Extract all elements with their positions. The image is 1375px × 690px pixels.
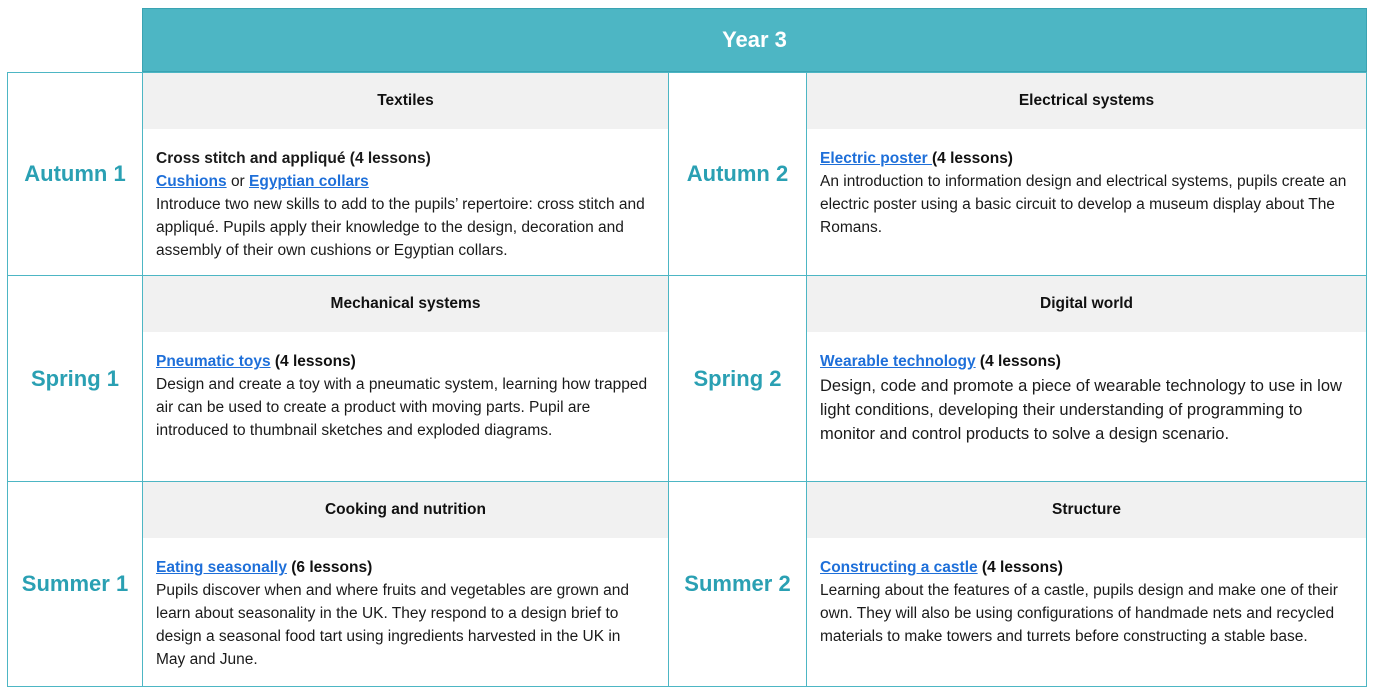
link-electric-poster[interactable]: Electric poster	[820, 150, 932, 167]
lesson-count: (6 lessons)	[286, 559, 373, 576]
unit-body	[143, 129, 668, 272]
unit-heading: Mechanical systems	[143, 276, 668, 332]
lesson-count: (4 lessons)	[270, 353, 356, 370]
unit-title-line	[156, 350, 654, 373]
unit-body	[143, 332, 668, 452]
unit-description: Design and create a toy with a pneumatic system, learning how trapped air can be used to create a product with moving parts. Pupil are introduced to thumbnail sketches and exploded diagrams.	[156, 376, 648, 439]
unit-title-line	[820, 350, 1352, 374]
unit-body	[143, 538, 668, 681]
unit-heading: Electrical systems	[807, 73, 1366, 129]
unit-body	[807, 538, 1366, 658]
link-constructing-a-castle[interactable]: Constructing a castle	[820, 559, 978, 576]
unit-title-line	[820, 556, 1352, 579]
term-summer-2: Summer 2	[669, 482, 807, 687]
lesson-count: (4 lessons)	[977, 559, 1063, 576]
curriculum-table	[7, 72, 1367, 687]
unit-title-line	[820, 147, 1352, 170]
table-row	[8, 73, 1367, 276]
term-summer-1: Summer 1	[8, 482, 143, 687]
unit-heading: Structure	[807, 482, 1366, 538]
table-row	[8, 276, 1367, 482]
year-header	[142, 8, 1367, 72]
link-cushions[interactable]: Cushions	[156, 173, 227, 190]
unit-links-line	[156, 170, 654, 193]
year-title: Year 3	[722, 27, 787, 52]
unit-description: Learning about the features of a castle, pupils design and make one of their own. They will also be using configurations of handmade nets and recycled materials to make towers and turrets before constructing a stable base.	[820, 582, 1338, 645]
unit-cell-mechanical-systems	[143, 276, 669, 482]
unit-cell-structure	[807, 482, 1367, 687]
term-spring-1: Spring 1	[8, 276, 143, 482]
unit-title-line	[156, 556, 654, 579]
link-connector: or	[230, 173, 245, 190]
unit-description: Pupils discover when and where fruits and vegetables are grown and learn about seasonality in the UK. They respond to a design brief to design a seasonal food tart using ingredients harvested in the UK in May and June.	[156, 582, 630, 668]
link-eating-seasonally[interactable]: Eating seasonally	[156, 559, 287, 576]
lesson-count: (4 lessons)	[932, 150, 1013, 167]
unit-body	[807, 129, 1366, 249]
link-egyptian-collars[interactable]: Egyptian collars	[249, 173, 369, 190]
lesson-count: (4 lessons)	[975, 353, 1061, 370]
unit-body	[807, 332, 1366, 456]
link-pneumatic-toys[interactable]: Pneumatic toys	[156, 353, 271, 370]
unit-cell-textiles	[143, 73, 669, 276]
table-row	[8, 482, 1367, 687]
unit-title-line: Cross stitch and appliqué (4 lessons)	[156, 150, 431, 167]
term-autumn-1: Autumn 1	[8, 73, 143, 276]
unit-heading: Digital world	[807, 276, 1366, 332]
unit-cell-digital-world	[807, 276, 1367, 482]
unit-description: Introduce two new skills to add to the pupils’ repertoire: cross stitch and appliqué. Pupils apply their knowledge to the design, decoration and assembly of their own cushions or Egyptian collars.	[156, 196, 645, 259]
unit-description: An introduction to information design and electrical systems, pupils create an electric poster using a basic circuit to develop a museum display about The Romans.	[820, 173, 1347, 236]
unit-heading: Cooking and nutrition	[143, 482, 668, 538]
unit-cell-electrical-systems	[807, 73, 1367, 276]
unit-description: Design, code and promote a piece of wearable technology to use in low light conditions, developing their understanding of programming to monitor and control products to solve a design scenario.	[820, 377, 1342, 443]
link-wearable-technology[interactable]: Wearable technology	[820, 353, 976, 370]
term-autumn-2: Autumn 2	[669, 73, 807, 276]
unit-heading: Textiles	[143, 73, 668, 129]
term-spring-2: Spring 2	[669, 276, 807, 482]
unit-cell-cooking-and-nutrition	[143, 482, 669, 687]
